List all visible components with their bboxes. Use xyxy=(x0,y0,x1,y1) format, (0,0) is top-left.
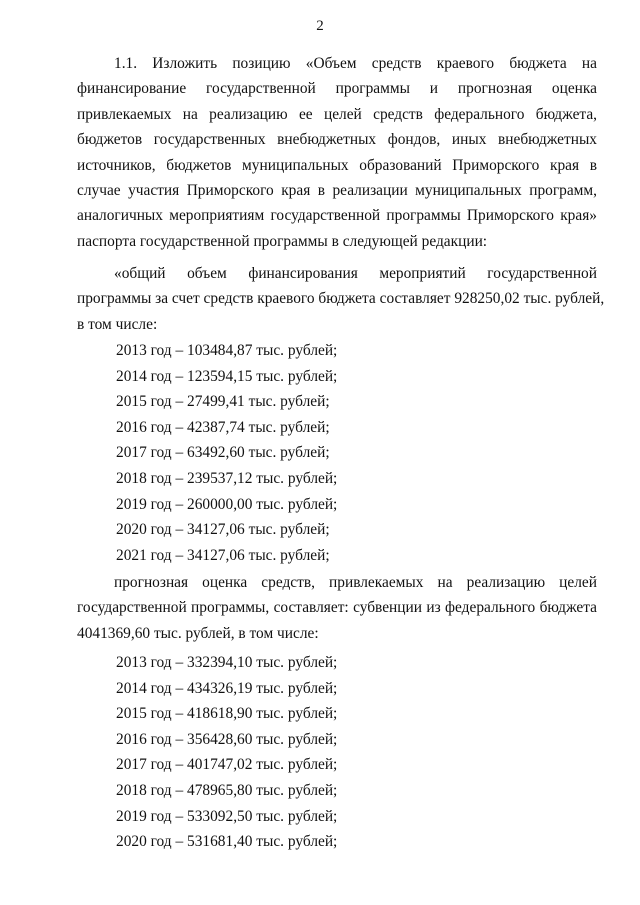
text-line: программы за счет средств краевого бюджета составляет 928250,02 тыс. рублей, xyxy=(77,290,605,308)
list-item: 2013 год – 103484,87 тыс. рублей; xyxy=(116,342,338,359)
list-item: 2017 год – 401747,02 тыс. рублей; xyxy=(116,756,338,774)
text-line: «общий объем финансирования мероприятий государственной xyxy=(114,265,597,282)
regional-budget-by-year-list xyxy=(116,338,337,568)
list-item: 2014 год – 434326,19 тыс. рублей; xyxy=(116,679,338,697)
text-line: 4041369,60 тыс. рублей, в том числе: xyxy=(77,624,319,642)
list-item: 2017 год – 63492,60 тыс. рублей; xyxy=(116,444,330,462)
paragraph-amendment-intro xyxy=(77,51,597,254)
text-line: паспорта государственной программы в следующей редакции: xyxy=(77,232,488,250)
list-item: 2016 год – 356428,60 тыс. рублей; xyxy=(116,730,338,748)
text-line: государственной программы, составляет: субвенции из федерального бюджета xyxy=(77,599,597,617)
list-item: 2019 год – 533092,50 тыс. рублей; xyxy=(116,807,338,825)
page-number: 2 xyxy=(316,18,324,34)
text-line: бюджетов государственных внебюджетных фондов, иных внебюджетных xyxy=(77,131,597,149)
list-item: 2021 год – 34127,06 тыс. рублей; xyxy=(116,546,330,564)
text-line: в том числе: xyxy=(77,315,158,333)
list-item: 2020 год – 531681,40 тыс. рублей; xyxy=(116,833,338,851)
list-item: 2016 год – 42387,74 тыс. рублей; xyxy=(116,418,330,436)
text-line: прогнозная оценка средств, привлекаемых на реализацию целей xyxy=(114,574,597,591)
list-item: 2018 год – 478965,80 тыс. рублей; xyxy=(116,781,338,799)
list-item: 2013 год – 332394,10 тыс. рублей; xyxy=(116,654,338,671)
list-item: 2020 год – 34127,06 тыс. рублей; xyxy=(116,521,330,539)
text-line: аналогичных мероприятиям государственной программы Приморского края» xyxy=(77,207,597,225)
list-item: 2014 год – 123594,15 тыс. рублей; xyxy=(116,367,338,385)
text-line: 1.1. Изложить позицию «Объем средств краевого бюджета на xyxy=(114,55,597,72)
list-item: 2015 год – 418618,90 тыс. рублей; xyxy=(116,705,338,723)
paragraph-federal-subventions xyxy=(77,570,597,646)
text-line: источников, бюджетов муниципальных образований Приморского края в xyxy=(77,156,597,174)
list-item: 2019 год – 260000,00 тыс. рублей; xyxy=(116,495,338,513)
text-line: финансирование государственной программы и прогнозная оценка xyxy=(77,80,597,98)
text-line: привлекаемых на реализацию ее целей средств федерального бюджета, xyxy=(77,105,597,123)
list-item: 2015 год – 27499,41 тыс. рублей; xyxy=(116,393,330,411)
text-line: случае участия Приморского края в реализации муниципальных программ, xyxy=(77,182,597,200)
federal-subventions-by-year-list xyxy=(116,650,337,855)
paragraph-regional-budget xyxy=(77,261,605,337)
list-item: 2018 год – 239537,12 тыс. рублей; xyxy=(116,469,338,487)
